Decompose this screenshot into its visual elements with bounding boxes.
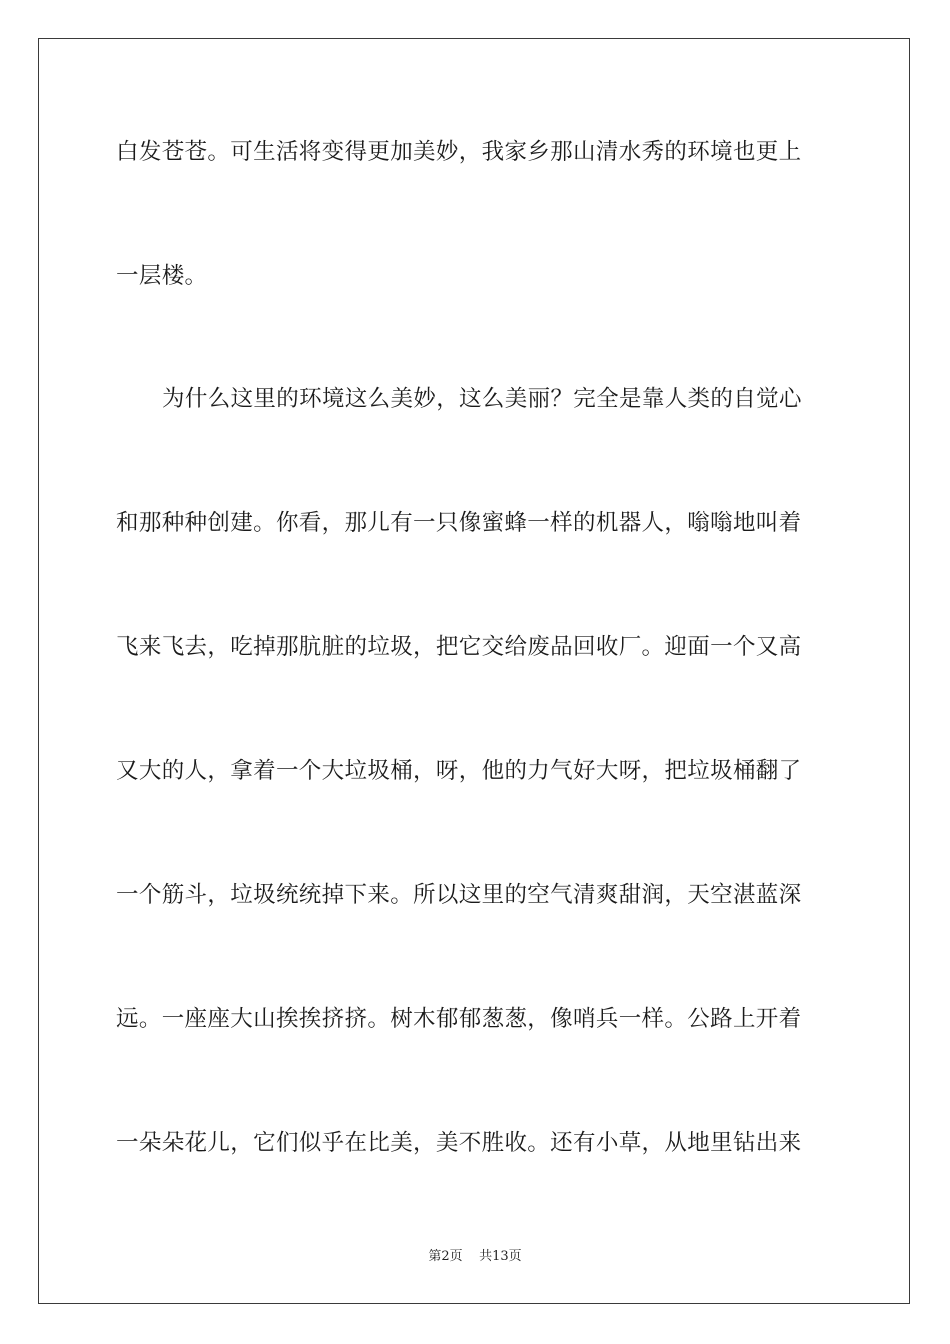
- text-line-3-paragraph-start: 为什么这里的环境这么美妙，这么美丽？完全是靠人类的自觉心: [162, 386, 802, 412]
- text-line-7: 一个筋斗，垃圾统统掉下来。所以这里的空气清爽甜润，天空湛蓝深: [116, 882, 802, 908]
- page-footer: [0, 1247, 950, 1267]
- text-line-8: 远。一座座大山挨挨挤挤。树木郁郁葱葱，像哨兵一样。公路上开着: [116, 1006, 802, 1032]
- page-border: [38, 38, 910, 1304]
- text-line-6: 又大的人，拿着一个大垃圾桶，呀，他的力气好大呀，把垃圾桶翻了: [116, 758, 802, 784]
- page-total: 共13页: [479, 1249, 522, 1264]
- text-line-1: 白发苍苍。可生活将变得更加美妙，我家乡那山清水秀的环境也更上: [116, 139, 802, 165]
- text-line-9: 一朵朵花儿，它们似乎在比美，美不胜收。还有小草，从地里钻出来: [116, 1130, 802, 1156]
- text-line-5: 飞来飞去，吃掉那肮脏的垃圾，把它交给废品回收厂。迎面一个又高: [116, 634, 802, 660]
- text-line-4: 和那种种创建。你看，那儿有一只像蜜蜂一样的机器人，嗡嗡地叫着: [116, 510, 802, 536]
- page-number: 第2页: [428, 1249, 463, 1264]
- text-line-2: 一层楼。: [116, 263, 208, 289]
